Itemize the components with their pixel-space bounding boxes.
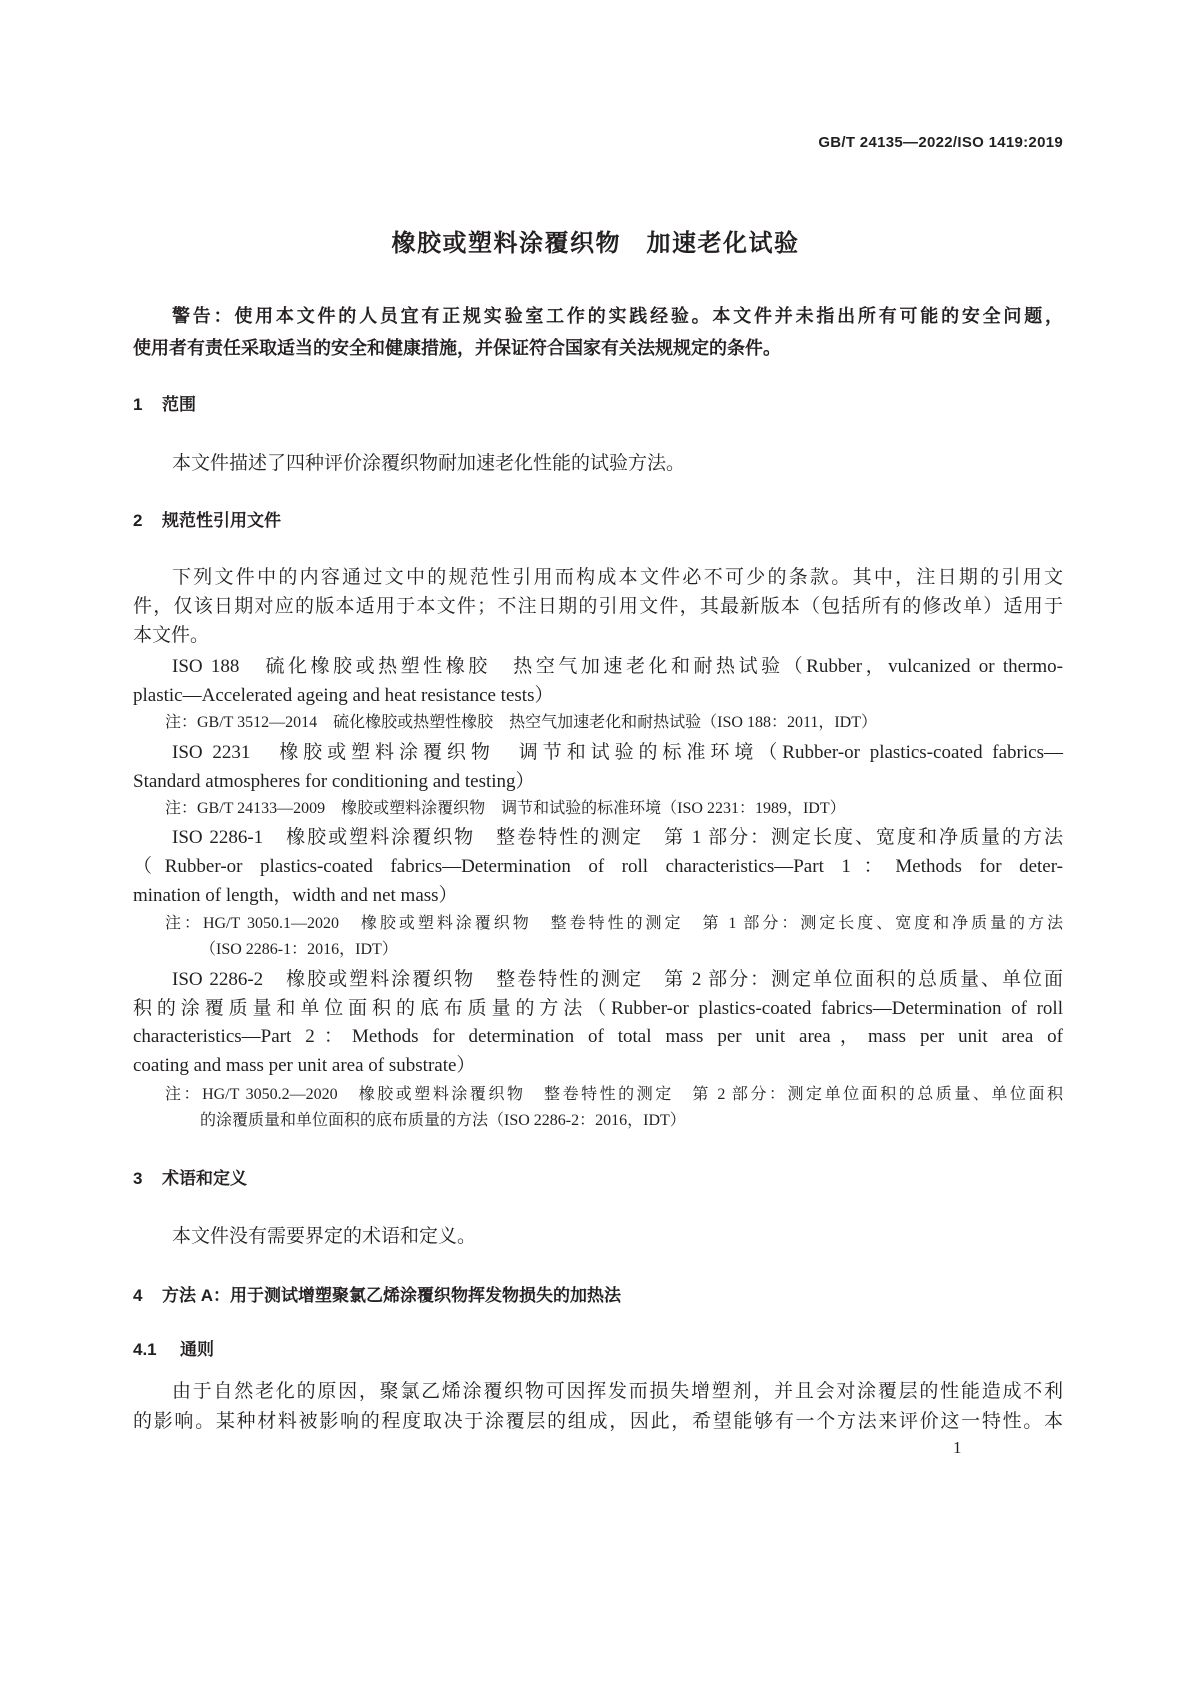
reference-line-3: mination of length，width and net mass）	[133, 885, 458, 906]
reference-line-1: ISO 188 硫化橡胶或热塑性橡胶 热空气加速老化和耐热试验（Rubber，vulcanized or thermo-	[172, 656, 1063, 677]
section-3-paragraph: 本文件没有需要界定的术语和定义。	[172, 1226, 477, 1247]
reference-note-line-2: 的涂覆质量和单位面积的底布质量的方法（ISO 2286-2：2016，IDT）	[200, 1112, 686, 1129]
section-1-heading	[133, 391, 196, 419]
reference-note-line-2: （ISO 2286-1：2016，IDT）	[200, 941, 398, 958]
reference-line-2: Standard atmospheres for conditioning and testing）	[133, 771, 535, 792]
section-title: 规范性引用文件	[162, 511, 281, 530]
section-title: 术语和定义	[162, 1169, 247, 1188]
section-4-heading	[133, 1282, 621, 1310]
section-number: 1	[133, 395, 143, 414]
reference-note-line-1: 注：HG/T 3050.2—2020 橡胶或塑料涂覆织物 整卷特性的测定 第 2 部分：测定单位面积的总质量、单位面积	[165, 1086, 1063, 1103]
section-title: 范围	[162, 395, 196, 414]
intro-line-2: 件，仅该日期对应的版本适用于本文件；不注日期的引用文件，其最新版本（包括所有的修改单）适用于	[133, 596, 1063, 617]
intro-line-1: 下列文件中的内容通过文中的规范性引用而构成本文件必不可少的条款。其中，注日期的引用文	[172, 567, 1063, 588]
section-1-paragraph: 本文件描述了四种评价涂覆织物耐加速老化性能的试验方法。	[172, 453, 686, 474]
warning-line-1: 警告：使用本文件的人员宜有正规实验室工作的实践经验。本文件并未指出所有可能的安全问题，	[172, 306, 1063, 326]
section-number: 2	[133, 511, 143, 530]
reference-line-2: （Rubber-or plastics-coated fabrics—Determination of roll characteristics—Part 1：Methods for deter-	[133, 856, 1063, 877]
section-number: 4	[133, 1286, 143, 1305]
reference-note-line-1: 注：GB/T 3512—2014 硫化橡胶或热塑性橡胶 热空气加速老化和耐热试验（ISO 188：2011，IDT）	[165, 714, 878, 731]
section-2-heading	[133, 507, 281, 535]
subsection-4-1-heading	[133, 1336, 214, 1364]
intro-line-3: 本文件。	[133, 625, 210, 646]
warning-line-2: 使用者有责任采取适当的安全和健康措施，并保证符合国家有关法规规定的条件。	[133, 338, 781, 358]
reference-note-line-1: 注：HG/T 3050.1—2020 橡胶或塑料涂覆织物 整卷特性的测定 第 1 部分：测定长度、宽度和净质量的方法	[165, 915, 1063, 932]
reference-line-1: ISO 2286-2 橡胶或塑料涂覆织物 整卷特性的测定 第 2 部分：测定单位面积的总质量、单位面	[172, 969, 1063, 990]
page-number: 1	[953, 1438, 962, 1457]
reference-note-line-1: 注：GB/T 24133—2009 橡胶或塑料涂覆织物 调节和试验的标准环境（ISO 2231：1989，IDT）	[165, 800, 846, 817]
reference-line-1: ISO 2286-1 橡胶或塑料涂覆织物 整卷特性的测定 第 1 部分：测定长度、宽度和净质量的方法	[172, 827, 1063, 848]
subsection-number: 4.1	[133, 1340, 157, 1359]
subsection-title: 通则	[180, 1340, 214, 1359]
paragraph-line-1: 由于自然老化的原因，聚氯乙烯涂覆织物可因挥发而损失增塑剂，并且会对涂覆层的性能造成不利	[172, 1381, 1063, 1402]
section-3-heading	[133, 1165, 247, 1193]
header-standard-code: GB/T 24135—2022/ISO 1419:2019	[818, 134, 1063, 151]
section-number: 3	[133, 1169, 143, 1188]
paragraph-line-2: 的影响。某种材料被影响的程度取决于涂覆层的组成，因此，希望能够有一个方法来评价这一特性。本	[133, 1411, 1063, 1432]
reference-line-4: coating and mass per unit area of substrate）	[133, 1055, 476, 1076]
section-title: 方法 A：用于测试增塑聚氯乙烯涂覆织物挥发物损失的加热法	[162, 1286, 621, 1305]
reference-line-2: plastic—Accelerated ageing and heat resistance tests）	[133, 685, 554, 706]
reference-line-1: ISO 2231 橡胶或塑料涂覆织物 调节和试验的标准环境（Rubber-or plastics-coated fabrics—	[172, 742, 1063, 763]
reference-line-3: characteristics—Part 2：Methods for determination of total mass per unit area，mass per unit area of	[133, 1026, 1063, 1047]
document-title: 橡胶或塑料涂覆织物 加速老化试验	[391, 230, 800, 257]
reference-line-2: 积的涂覆质量和单位面积的底布质量的方法（Rubber-or plastics-coated fabrics—Determination of roll	[133, 998, 1063, 1019]
